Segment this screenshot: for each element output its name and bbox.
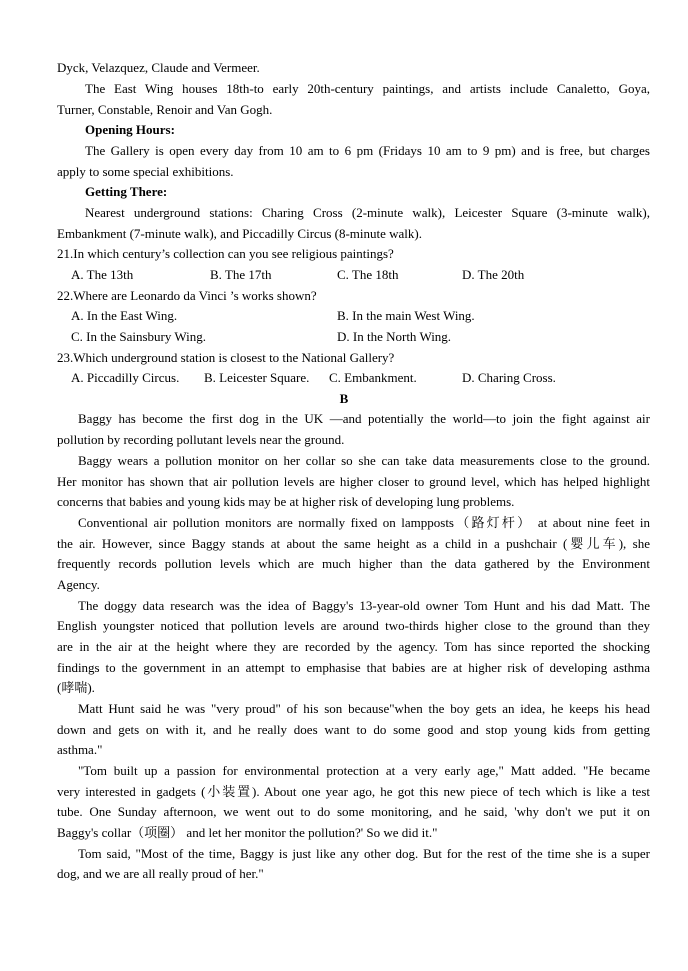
passage-b-line: are in the air at the height where they are recorded by the agency. Tom has since reported the shocking	[57, 639, 650, 654]
section-label: B	[339, 391, 349, 406]
passage-b-line: Baggy wears a pollution monitor on her collar so she can take data measurements close to the ground.	[78, 453, 650, 468]
question-option: A. Piccadilly Circus.	[71, 370, 180, 385]
passage-b-line: "Tom built up a passion for environmental protection at a very early age," Matt added. "He became	[78, 763, 650, 778]
passage-b-line: (哮喘).	[57, 680, 95, 695]
getting-there-heading: Getting There:	[85, 184, 168, 199]
passage-a-line: apply to some special exhibitions.	[57, 164, 234, 179]
question-option: A. The 13th	[71, 267, 134, 282]
passage-b-line: Tom said, "Most of the time, Baggy is just like any other dog. But for the rest of the time she is a super	[78, 846, 650, 861]
question-option: D. The 20th	[462, 267, 525, 282]
passage-b-line: down and gets on with it, and he really does want to do some good and stop young kids from getting	[57, 722, 650, 737]
passage-b-line: Her monitor has shown that air pollution levels are higher closer to ground level, which has helped highlight	[57, 474, 650, 489]
question-option: B. Leicester Square.	[204, 370, 310, 385]
passage-b-line: tube. One Sunday afternoon, we went out to do some monitoring, and he said, 'why don't we put it on	[57, 804, 650, 819]
question-stem: 22.Where are Leonardo da Vinci ’s works shown?	[57, 288, 317, 303]
passage-b-line: concerns that babies and young kids may be at higher risk of developing lung problems.	[57, 494, 515, 509]
passage-b-line: very interested in gadgets (小装置). About one year ago, he got this new piece of tech which is like a test	[57, 784, 650, 799]
question-stem: 21.In which century’s collection can you see religious paintings?	[57, 246, 394, 261]
passage-b-line: the air. However, since Baggy stands at about the same height as a child in a pushchair (婴儿车), she	[57, 536, 650, 551]
passage-a-line: The East Wing houses 18th-to early 20th-century paintings, and artists include Canaletto, Goya,	[85, 81, 650, 96]
question-option: B. The 17th	[210, 267, 272, 282]
question-stem: 23.Which underground station is closest to the National Gallery?	[57, 350, 395, 365]
passage-b-line: The doggy data research was the idea of Baggy's 13-year-old owner Tom Hunt and his dad Matt. The	[78, 598, 650, 613]
opening-hours-heading: Opening Hours:	[85, 122, 175, 137]
passage-b-line: Baggy has become the first dog in the UK —and potentially the world—to join the fight against air	[78, 411, 650, 426]
question-option: C. Embankment.	[329, 370, 417, 385]
passage-b-line: pollution by recording pollutant levels near the ground.	[57, 432, 345, 447]
passage-a-line: Nearest underground stations: Charing Cross (2-minute walk), Leicester Square (3-minute walk),	[85, 205, 650, 220]
question-option: B. In the main West Wing.	[337, 308, 475, 323]
passage-b-line: dog, and we are all really proud of her."	[57, 866, 264, 881]
passage-b-line: Baggy's collar（项圈） and let her monitor the pollution?' So we did it."	[57, 825, 438, 840]
passage-a-line: Dyck, Velazquez, Claude and Vermeer.	[57, 60, 260, 75]
question-option: C. In the Sainsbury Wing.	[71, 329, 207, 344]
question-option: D. Charing Cross.	[462, 370, 556, 385]
passage-b-line: Conventional air pollution monitors are normally fixed on lampposts（路灯杆） at about nine feet in	[78, 515, 650, 530]
passage-b-line: Agency.	[57, 577, 100, 592]
question-option: D. In the North Wing.	[337, 329, 452, 344]
passage-a-line: Turner, Constable, Renoir and Van Gogh.	[57, 102, 273, 117]
passage-b-line: Matt Hunt said he was "very proud" of his son because"when the boy gets an idea, he keeps his head	[78, 701, 650, 716]
passage-b-line: frequently records pollution levels which are much higher than the data gathered by the Environment	[57, 556, 650, 571]
passage-a-line: Embankment (7-minute walk), and Piccadilly Circus (8-minute walk).	[57, 226, 422, 241]
passage-b-line: findings to the government in an attempt to emphasise that babies are at higher risk of developing asthma	[57, 660, 650, 675]
question-option: A. In the East Wing.	[71, 308, 178, 323]
passage-b-line: English youngster noticed that pollution levels are around two-thirds higher close to the ground than they	[57, 618, 650, 633]
passage-a-line: The Gallery is open every day from 10 am to 6 pm (Fridays 10 am to 9 pm) and is free, but charges	[85, 143, 650, 158]
passage-b-line: asthma."	[57, 742, 103, 757]
question-option: C. The 18th	[337, 267, 399, 282]
